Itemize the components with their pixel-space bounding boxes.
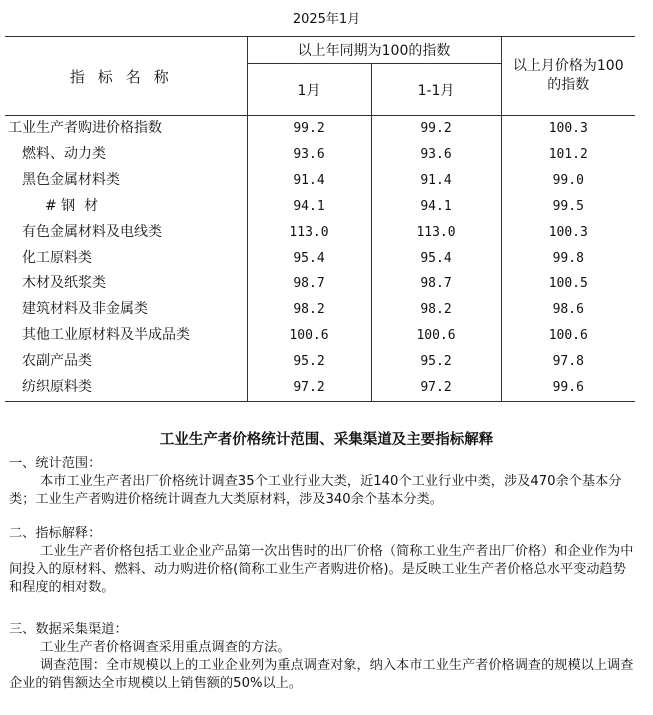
row-month-value: 113.0: [247, 220, 371, 246]
section-heading-collection: 三、数据采集渠道：: [9, 622, 128, 637]
row-name: 黑色金属材料类: [22, 171, 120, 188]
section-body-scope: 本市工业生产者出厂价格统计调查35个工业行业大类，近140个工业行业中类，涉及470余个基本分类；工业生产者购进价格统计调查九大类原材料，涉及340余个基本分类。: [9, 474, 622, 507]
row-month-value: 95.4: [247, 246, 371, 272]
table-row: [5, 323, 635, 349]
row-name: 木材及纸浆类: [22, 275, 106, 292]
table-row: [5, 246, 635, 272]
row-month-value: 95.2: [247, 349, 371, 375]
row-month-value: 93.6: [247, 142, 371, 168]
row-mom-value: 100.6: [501, 323, 635, 349]
row-mom-value: 99.8: [501, 246, 635, 272]
row-mom-value: 97.8: [501, 349, 635, 375]
col-header-mom: [501, 37, 635, 116]
row-name: 其他工业原材料及半成品类: [22, 327, 190, 344]
table-row: [5, 116, 635, 142]
col-header-group-yoy: 以上年同期为100的指数: [247, 37, 501, 64]
row-month-value: 97.2: [247, 375, 371, 401]
col-header-name: 指标名称: [5, 37, 247, 116]
price-index-table: [5, 36, 635, 402]
row-ytd-value: 94.1: [371, 194, 501, 220]
row-mom-value: 100.3: [501, 220, 635, 246]
row-ytd-value: 91.4: [371, 168, 501, 194]
table-row: [5, 297, 635, 323]
table-row: [5, 142, 635, 168]
row-ytd-value: 99.2: [371, 116, 501, 142]
row-ytd-value: 100.6: [371, 323, 501, 349]
row-ytd-value: 95.4: [371, 246, 501, 272]
row-mom-value: 99.0: [501, 168, 635, 194]
section-heading-scope: 一、统计范围：: [9, 456, 102, 471]
table-row: [5, 194, 635, 220]
notes-section: [9, 455, 634, 693]
table-row: [5, 349, 635, 375]
row-ytd-value: 95.2: [371, 349, 501, 375]
table-row: [5, 271, 635, 297]
row-name: 有色金属材料及电线类: [22, 223, 162, 240]
row-mom-value: 100.3: [501, 116, 635, 142]
row-mom-value: 100.5: [501, 271, 635, 297]
row-ytd-value: 93.6: [371, 142, 501, 168]
notes-title: 工业生产者价格统计范围、采集渠道及主要指标解释: [159, 432, 494, 448]
row-name: 纺织原料类: [5, 375, 247, 401]
row-month-value: 99.2: [247, 116, 371, 142]
table-row: [5, 375, 635, 401]
table-row: [5, 168, 635, 194]
row-mom-value: 98.6: [501, 297, 635, 323]
row-month-value: 100.6: [247, 323, 371, 349]
report-date: 2025年1月: [292, 12, 361, 27]
section-body-collection-scope: 调查范围：全市规模以上的工业企业列为重点调查对象，纳入本市工业生产者价格调查的规模以上调查企业的销售额达全市规模以上销售额的50%以上。: [9, 658, 634, 691]
row-name: 燃料、动力类: [22, 145, 106, 162]
row-ytd-value: 98.7: [371, 271, 501, 297]
section-body-collection-method: 工业生产者价格调查采用重点调查的方法。: [40, 640, 291, 655]
row-mom-value: 99.6: [501, 375, 635, 401]
row-name: 农副产品类: [22, 353, 92, 370]
row-month-value: 94.1: [247, 194, 371, 220]
table-row: [5, 220, 635, 246]
row-name: 化工原料类: [22, 249, 92, 266]
row-name: # 钢 材: [45, 197, 99, 214]
row-month-value: 98.7: [247, 271, 371, 297]
row-month-value: 98.2: [247, 297, 371, 323]
col-header-mom-label: 以上月价格为100的指数: [512, 58, 624, 93]
row-name: 工业生产者购进价格指数: [8, 120, 162, 136]
row-ytd-value: 98.2: [371, 297, 501, 323]
row-mom-value: 99.5: [501, 194, 635, 220]
section-heading-definitions: 二、指标解释：: [9, 526, 102, 541]
row-mom-value: 101.2: [501, 142, 635, 168]
col-header-ytd: 1-1月: [371, 64, 501, 116]
row-month-value: 91.4: [247, 168, 371, 194]
col-header-month: 1月: [247, 64, 371, 116]
row-name: 建筑材料及非金属类: [22, 301, 148, 318]
row-ytd-value: 113.0: [371, 220, 501, 246]
row-ytd-value: 97.2: [371, 375, 501, 401]
section-body-definitions: 工业生产者价格包括工业企业产品第一次出售时的出厂价格（简称工业生产者出厂价格）和企业作为中间投入的原材料、燃料、动力购进价格(简称工业生产者购进价格)。是反映工业生产者价格总水平变动趋势和程度的相对数。: [9, 544, 634, 595]
